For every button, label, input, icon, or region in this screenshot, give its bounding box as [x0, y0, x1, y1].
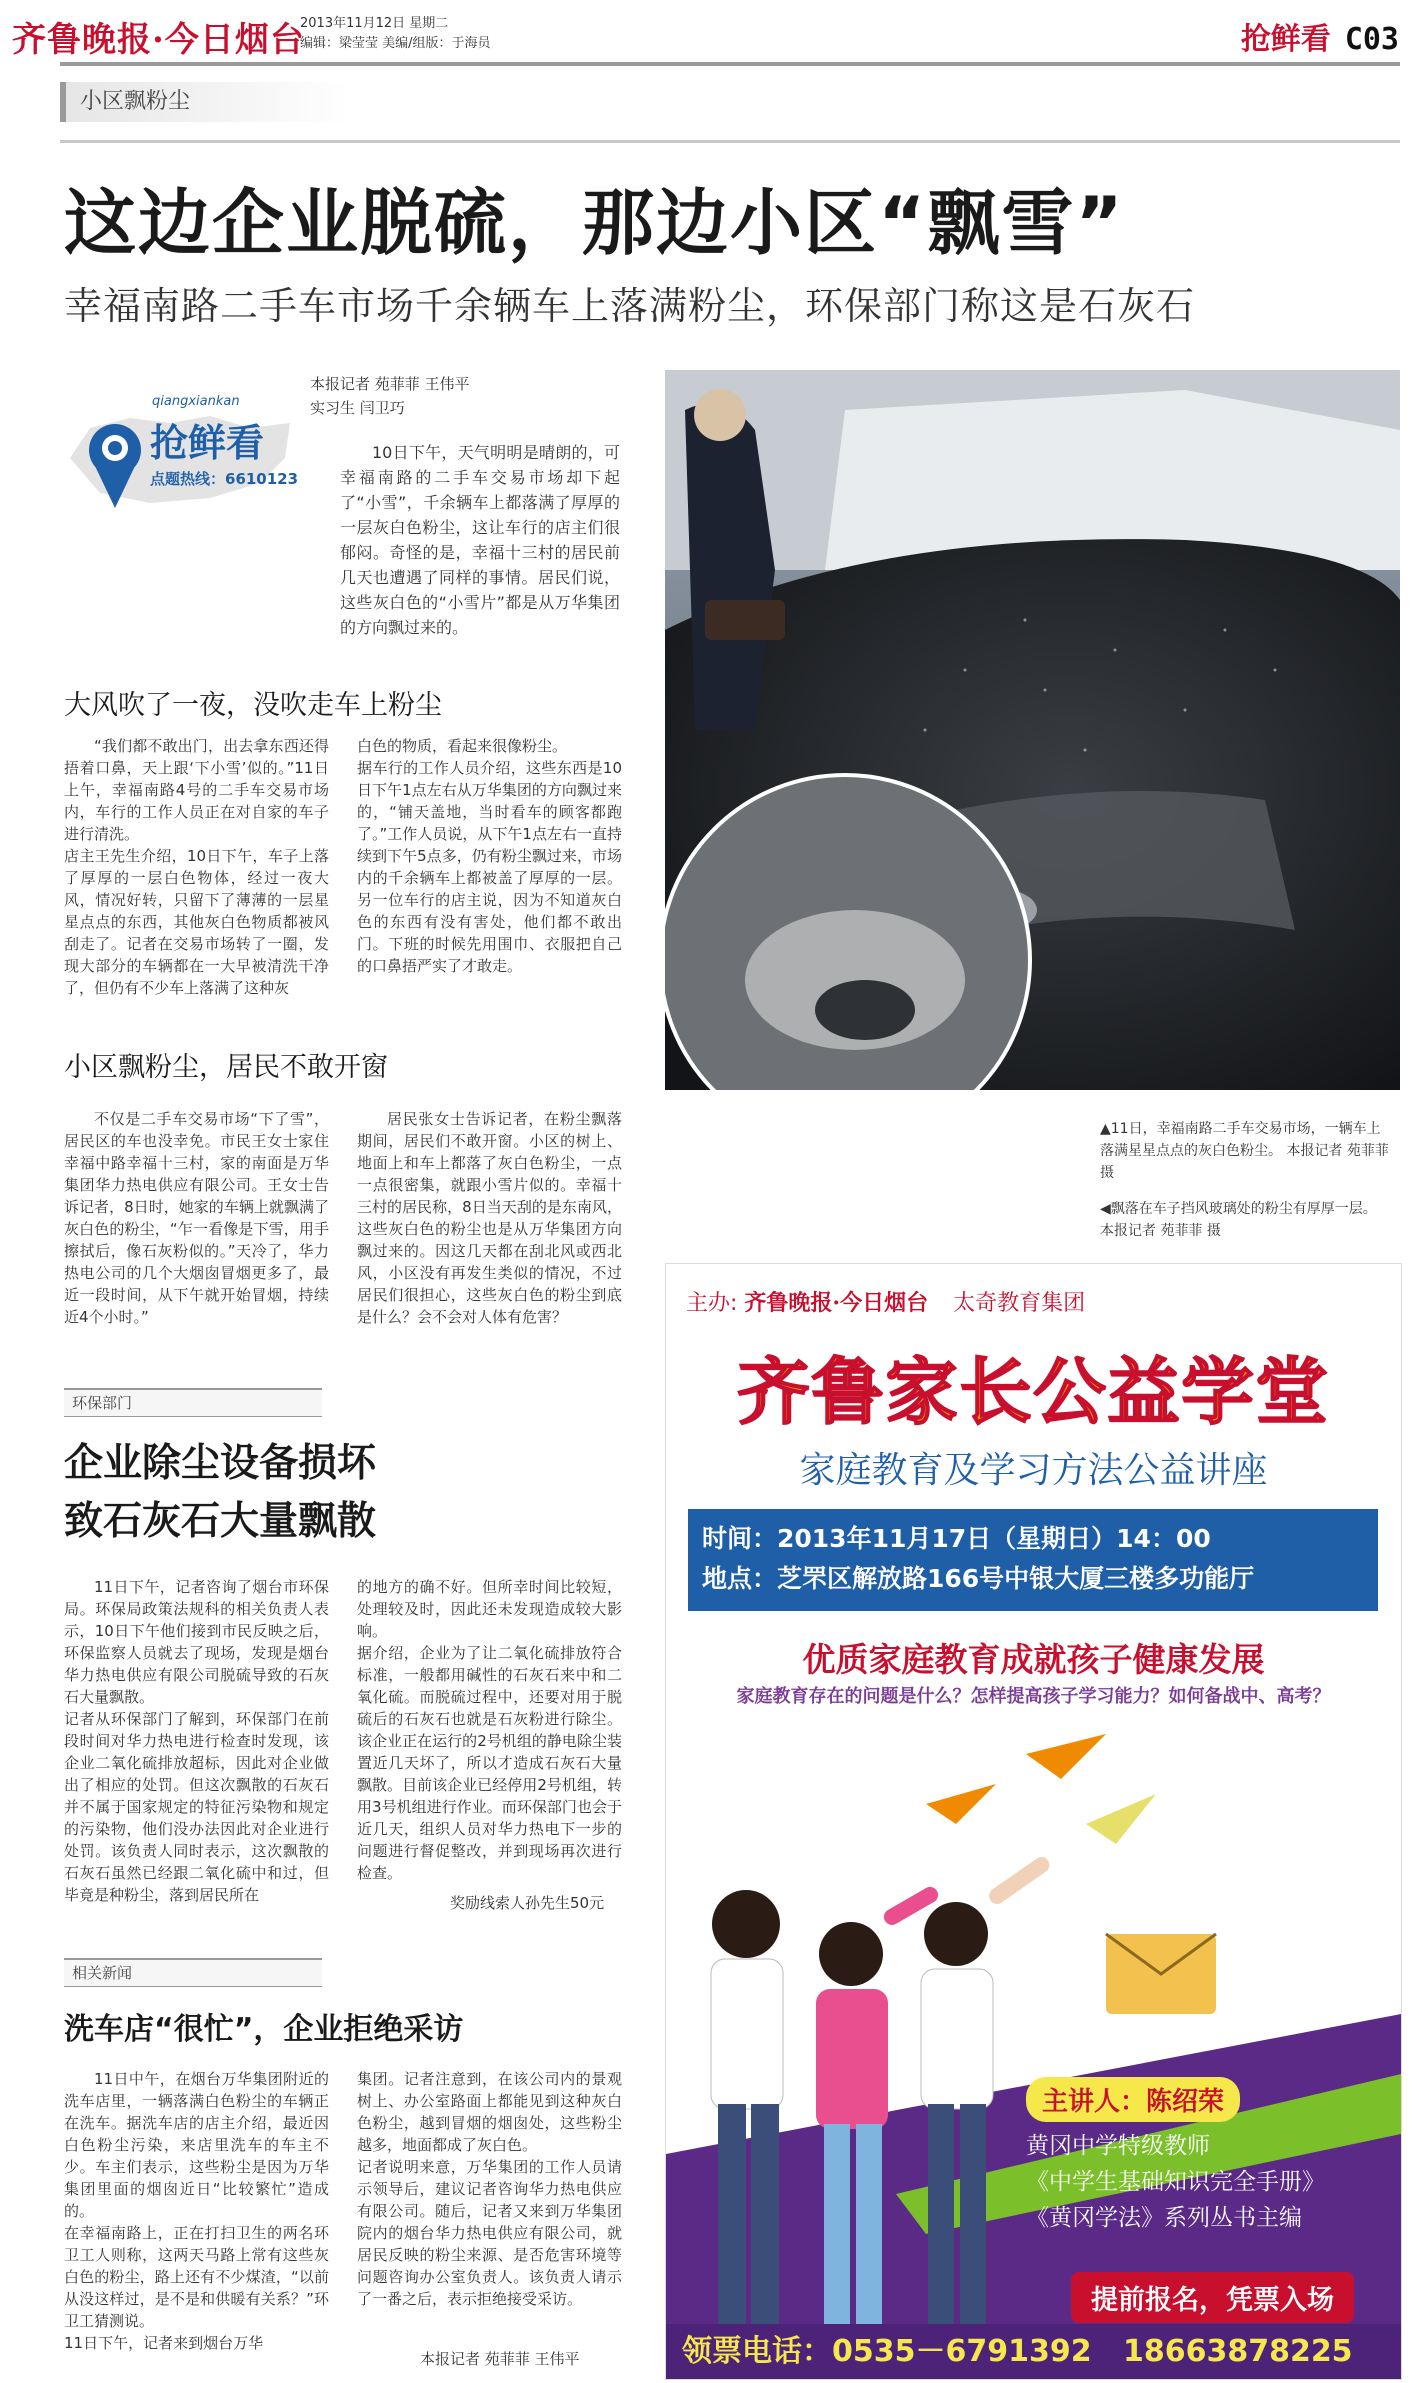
section3-heading — [64, 1435, 376, 1551]
byline-reporters: 本报记者 苑菲菲 王伟平 — [310, 375, 470, 393]
qx-pinyin: qiangxiankan — [152, 394, 240, 409]
section3-heading-line1: 企业除尘设备损坏 — [64, 1441, 377, 1486]
issue-info — [300, 14, 491, 54]
section-name: 抢鲜看 — [1240, 22, 1331, 57]
car-photo — [665, 370, 1400, 1090]
section2-heading: 小区飘粉尘，居民不敢开窗 — [64, 1052, 388, 1083]
ad-speaker-line2: 《中学生基础知识完全手册》 — [1026, 2169, 1325, 2195]
byline — [310, 372, 470, 420]
section3-col1: 11日下午，记者咨询了烟台市环保局。环保局政策法规科的相关负责人表示，10日下午他们接到市民反映之后，环保监察人员就去了现场，发现是烟台华力热电供应有限公司脱硫导致的石灰石大量飘散。 记者从环保部门了解到，环保部门在前段时间对华力热电进行检查时发现，该企业二氧化硫排放超标，因此对企业做出了相应的处罚。但这次飘散的石灰石并不属于国家规定的特征污染物和规定的污染物，他们没办法因此对企业进行处罚。该负责人同时表示，这次飘散的石灰石虽然已经跟二氧化硫中和过，但毕竟是种粉尘，落到居民所在 — [64, 1578, 329, 1904]
page-section-label — [1241, 14, 1399, 58]
section1-heading: 大风吹了一夜，没吹走车上粉尘 — [64, 690, 442, 721]
ad-speaker: 主讲人：陈绍荣 — [1026, 2077, 1240, 2122]
ad-title: 齐鲁家长公益学堂 — [737, 1350, 1330, 1434]
section3-heading-line2: 致石灰石大量飘散 — [64, 1499, 377, 1544]
qiangxiankan-logo — [60, 388, 300, 528]
ad-time-place-box — [688, 1509, 1378, 1611]
masthead — [0, 0, 1417, 60]
qx-title: 抢鲜看 — [150, 421, 265, 465]
editor-line: 编辑：梁莹莹 美编/组版：于海员 — [300, 36, 491, 51]
qx-hotline: 点题热线：6610123 — [150, 470, 299, 488]
section3-tag: 环保部门 — [64, 1388, 322, 1417]
section1-col1: “我们都不敢出门，出去拿东西还得捂着口鼻，天上跟‘下小雪’似的。”11日上午，幸福南路4号的二手车交易市场内，车行的工作人员正在对自家的车子进行清洗。 店主王先生介绍，10日下午，车子上落了厚厚的一层白色物体，经过一夜大风，情况好转，只留下了薄薄的一层星星点点的东西，其他灰白色物质都被风刮走了。记者在交易市场转了一圈，发现大部分的车辆都在一大早被清洗干净了，但仍有不少车上落满了这种灰 — [64, 737, 329, 997]
section-tag: 小区飘粉尘 — [60, 82, 350, 122]
ad-speaker-box — [1026, 2077, 1366, 2305]
section-rule — [60, 140, 1400, 143]
page-number: C03 — [1344, 22, 1399, 57]
advertisement — [665, 1263, 1402, 2380]
ad-sponsor-label: 主办: — [686, 1291, 738, 1316]
byline-intern: 实习生 闫卫巧 — [310, 399, 405, 417]
section4-byline: 本报记者 苑菲菲 王伟平 — [420, 2350, 580, 2368]
masthead-rule — [60, 62, 1400, 66]
ad-question: 家庭教育存在的问题是什么？怎样提高孩子学习能力？如何备战中、高考？ — [736, 1686, 1331, 1707]
ad-time: 时间：2013年11月17日（星期日）14：00 — [702, 1524, 1211, 1553]
ad-slogan: 优质家庭教育成就孩子健康发展 — [802, 1640, 1265, 1679]
section1-col2: 白色的物质，看起来很像粉尘。 据车行的工作人员介绍，这些东西是10日下午1点左右从万华集团的方向飘过来的，“铺天盖地，当时看车的顾客都跑了。”工作人员说，从下午1点左右一直持续到下午5点多，仍有粉尘飘过来，市场内的千余辆车上都被盖了厚厚的一层。另一位车行的店主说，因为不知道灰白色的东西有没有害处，他们都不敢出门。下班的时候先用围巾、衣服把自己的口鼻捂严实了才敢走。 — [357, 737, 622, 975]
lead-paragraph: 10日下午，天气明明是晴朗的，可幸福南路的二手车交易市场却下起了“小雪”，千余辆车上都落满了厚厚的一层灰白色粉尘，这让车行的店主们很郁闷。奇怪的是，幸福十三村的居民前几天也遭遇了同样的事情。居民们说，这些灰白色的“小雪片”都是从万华集团的方向飘过来的。 — [340, 443, 620, 637]
headline: 这边企业脱硫，那边小区“飘雪” — [64, 181, 1125, 265]
subheadline: 幸福南路二手车市场千余辆车上落满粉尘，环保部门称这是石灰石 — [64, 284, 1196, 328]
section4-heading: 洗车店“很忙”，企业拒绝采访 — [64, 2012, 464, 2047]
ad-cta-button: 提前报名，凭票入场 — [1071, 2272, 1354, 2323]
newspaper-logo: 齐鲁晚报·今日烟台 — [12, 20, 305, 60]
ad-speaker-line3: 《黄冈学法》系列丛书主编 — [1026, 2205, 1302, 2231]
section4-col2: 集团。记者注意到，在该公司内的景观树上、办公室路面上都能见到这种灰白色粉尘，越到冒烟的烟囱处，这些粉尘越多，地面都成了灰白色。 记者说明来意，万华集团的工作人员请示领导后，建议记者咨询华力热电供应有限公司。随后，记者又来到万华集团院内的烟台华力热电供应有限公司，就居民反映的粉尘来源、是否危害环境等问题咨询办公室负责人。该负责人请示了一番之后，表示拒绝接受采访。 — [357, 2070, 622, 2308]
section3-col2: 的地方的确不好。但所幸时间比较短，处理较及时，因此还未发现造成较大影响。 据介绍，企业为了让二氧化硫排放符合标准，一般都用碱性的石灰石来中和二氧化硫。而脱硫过程中，还要对用于脱硫后的石灰石也就是石灰粉进行除尘。该企业正在运行的2号机组的静电除尘装置近几天坏了，所以才造成石灰石大量飘散。目前该企业已经停用2号机组，转用3号机组进行作业。而环保部门也会于近几天，组织人员对华力热电下一步的问题进行督促整改，并到现场再次进行检查。 — [357, 1578, 622, 1882]
ad-ticket-phone: 领票电话：0535－6791392 18663878225 — [666, 2324, 1401, 2379]
section3-reward: 奖励线索人孙先生50元 — [450, 1894, 605, 1912]
section2-col1: 不仅是二手车交易市场“下了雪”，居民区的车也没幸免。市民王女士家住幸福中路幸福十三村，家的南面是万华集团华力热电供应有限公司。王女士告诉记者，8日时，她家的车辆上就飘满了灰白色的粉尘，“乍一看像是下雪，用手擦拭后，像石灰粉似的。”天冷了，华力热电公司的几个大烟囱冒烟更多了，最近一段时间，从下午就开始冒烟，持续近4个小时。” — [64, 1110, 329, 1326]
date-line: 2013年11月12日 星期二 — [300, 16, 449, 31]
ad-speaker-line1: 黄冈中学特级教师 — [1026, 2133, 1210, 2159]
section2-col2: 居民张女士告诉记者，在粉尘飘落期间，居民们不敢开窗。小区的树上、地面上和车上都落了灰白色粉尘，一点一点很密集，就跟小雪片似的。幸福十三村的居民称，8日当天刮的是东南风，这些灰白色的粉尘也是从万华集团方向飘过来的。因这几天都在刮北风或西北风，小区没有再发生类似的情况，不过居民们很担心，这些灰白色的粉尘到底是什么？会不会对人体有危害？ — [357, 1110, 622, 1326]
photo-caption-2: ◀飘落在车子挡风玻璃处的粉尘有厚厚一层。 本报记者 苑菲菲 摄 — [1100, 1201, 1377, 1239]
ad-place: 地点：芝罘区解放路166号中银大厦三楼多功能厅 — [702, 1564, 1255, 1593]
ad-sponsor2: 太奇教育集团 — [953, 1291, 1086, 1316]
ad-subtitle: 家庭教育及学习方法公益讲座 — [799, 1450, 1268, 1491]
ad-sponsor1: 齐鲁晚报·今日烟台 — [744, 1290, 929, 1316]
section4-col1: 11日中午，在烟台万华集团附近的洗车店里，一辆落满白色粉尘的车辆正在洗车。据洗车店的店主介绍，最近因白色粉尘污染，来店里洗车的车主不少。车主们表示，这些粉尘是因为万华集团里面的烟囱近日“比较繁忙”造成的。 在幸福南路上，正在打扫卫生的两名环卫工人则称，这两天马路上常有这些灰白色的粉尘，路上还有不少煤渣，“以前从没这样过，是不是和供暖有关系？”环卫工猜测说。 11日下午，记者来到烟台万华 — [64, 2070, 329, 2352]
section4-tag: 相关新闻 — [64, 1958, 322, 1987]
ad-sponsor-line — [686, 1286, 1085, 1317]
photo-caption-1: ▲11日，幸福南路二手车交易市场，一辆车上落满星星点点的灰白色粉尘。 本报记者 苑菲菲 摄 — [1100, 1121, 1389, 1181]
